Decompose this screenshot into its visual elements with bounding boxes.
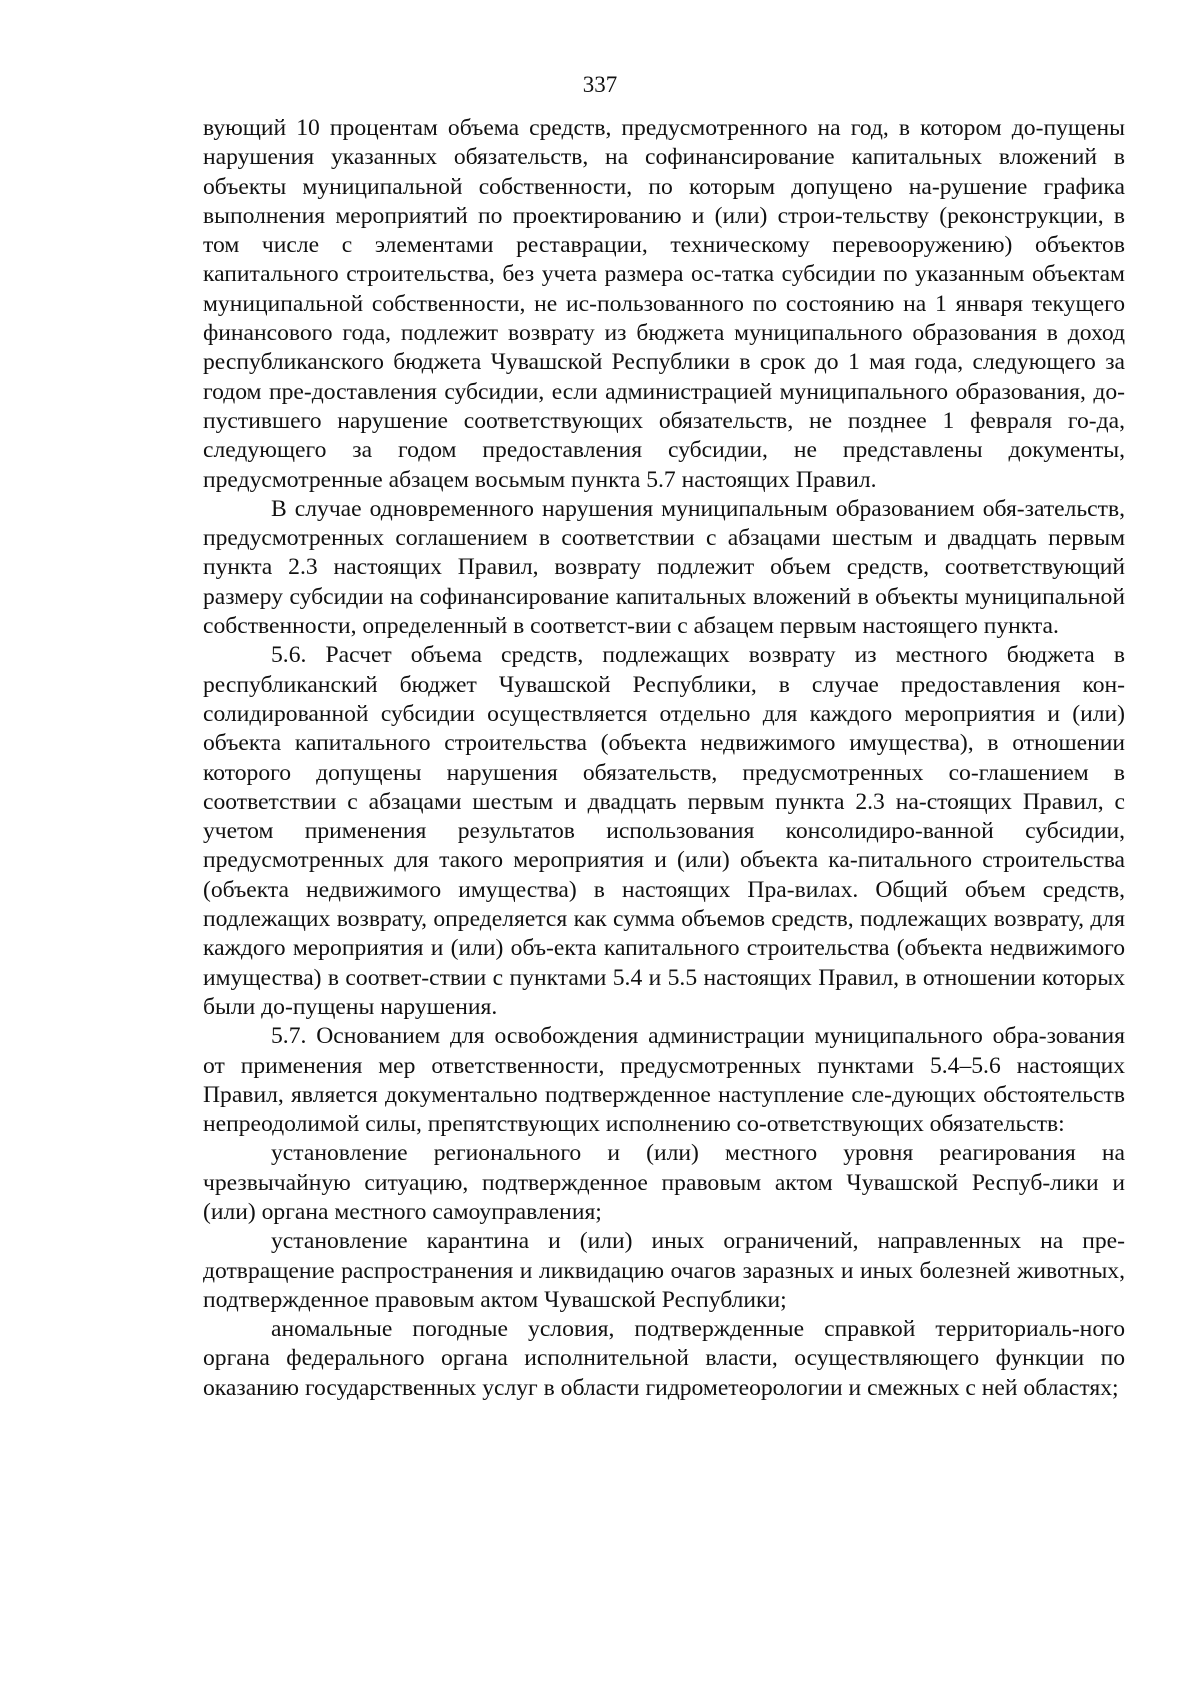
paragraph-continuation: вующий 10 процентам объема средств, предусмотренного на год, в котором до-пущены нарушения указанных обязательств, на софинансирование капитальных вложений в объекты муниципальной собственности, по которым допущено на-рушение графика выполнения мероприятий по проектированию и (или) строи-тельству (реконструкции, в том числе с элементами реставрации, техническому перевооружению) объектов капитального строительства, без учета размера ос-татка субсидии по указанным объектам муниципальной собственности, не ис-пользованного по состоянию на 1 января текущего финансового года, подлежит возврату из бюджета муниципального образования в доход республиканского бюджета Чувашской Республики в срок до 1 мая года, следующего за годом пре-доставления субсидии, если администрацией муниципального образования, до-пустившего нарушение соответствующих обязательств, не позднее 1 февраля го-да, следующего за годом предоставления субсидии, не представлены документы, предусмотренные абзацем восьмым пункта 5.7 настоящих Правил. (203, 115, 1125, 493)
paragraph-5-7: 5.7. Основанием для освобождения администрации муниципального обра-зования от применения мер ответственности, предусмотренных пунктами 5.4–5.6 настоящих Правил, является документально подтвержденное наступление сле-дующих обстоятельств непреодолимой силы, препятствующих исполнению со-ответствующих обязательств: (203, 1023, 1125, 1138)
paragraph-5-6: 5.6. Расчет объема средств, подлежащих возврату из местного бюджета в республиканский бюджет Чувашской Республики, в случае предоставления кон-солидированной субсидии осуществляется отдельно для каждого мероприятия и (или) объекта капитального строительства (объекта недвижимого имущества), в отношении которого допущены нарушения обязательств, предусмотренных со-глашением в соответствии с абзацами шестым и двадцать первым пункта 2.3 на-стоящих Правил, с учетом применения результатов использования консолидиро-ванной субсидии, предусмотренных для такого мероприятия и (или) объекта ка-питального строительства (объекта недвижимого имущества) в настоящих Пра-вилах. Общий объем средств, подлежащих возврату, определяется как сумма объемов средств, подлежащих возврату, для каждого мероприятия и (или) объ-екта капитального строительства (объекта недвижимого имущества) в соответ-ствии с пунктами 5.4 и 5.5 настоящих Правил, в отношении которых были до-пущены нарушения. (203, 642, 1125, 1020)
document-body (203, 114, 1125, 1403)
paragraph-simultaneous-violation: В случае одновременного нарушения муниципальным образованием обя-зательств, предусмотренных соглашением в соответствии с абзацами шестым и двадцать первым пункта 2.3 настоящих Правил, возврату подлежит объем средств, соответствующий размеру субсидии на софинансирование капитальных вложений в объекты муниципальной собственности, определенный в соответст-вии с абзацем первым настоящего пункта. (203, 495, 1125, 640)
list-item-emergency: установление регионального и (или) местного уровня реагирования на чрезвычайную ситуацию, подтвержденное правовым актом Чувашской Респуб-лики и (или) органа местного самоуправления; (203, 1140, 1125, 1225)
list-item-weather: аномальные погодные условия, подтвержденные справкой территориаль-ного органа федерального органа исполнительной власти, осуществляющего функции по оказанию государственных услуг в области гидрометеорологии и смежных с ней областях; (203, 1316, 1125, 1401)
page-number: 337 (582, 72, 618, 97)
list-item-quarantine: установление карантина и (или) иных ограничений, направленных на пре-дотвращение распространения и ликвидацию очагов заразных и иных болезней животных, подтвержденное правовым актом Чувашской Республики; (203, 1228, 1125, 1313)
